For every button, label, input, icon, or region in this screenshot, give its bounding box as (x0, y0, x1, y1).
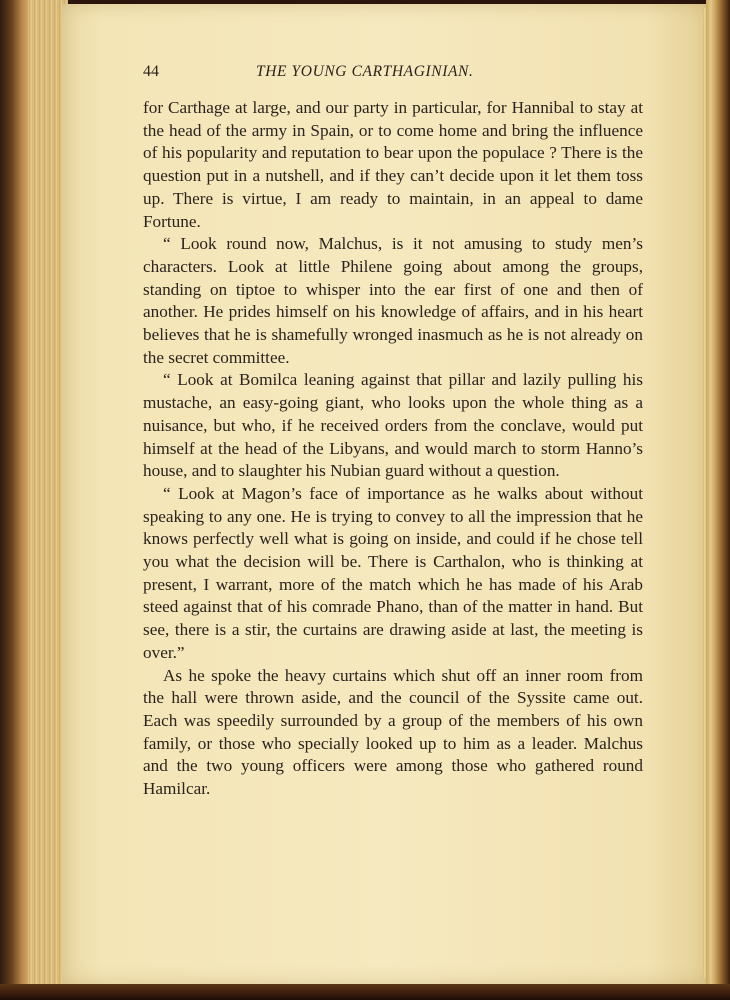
book-bottom-edge (0, 984, 730, 1000)
paragraph-3: “ Look at Bomilca leaning against that pillar and lazily pulling his mustache, an easy-going giant, who looks upon the whole thing as a nuisance, but who, if he received orders from the conclave, would put himself at the head of the Libyans, and would march to storm Hanno’s house, and to slaughter his Nubian guard without a question. (143, 370, 643, 481)
paragraph-5: As he spoke the heavy curtains which shut off an inner room from the hall were thrown aside, and the council of the Syssite came out. Each was speedily surrounded by a group of the members of his own family, or those who specially looked up to him as a leader. Malchus and the two young officers were among those who gathered round Hamilcar. (143, 665, 643, 799)
paragraph-4: “ Look at Magon’s face of importance as he walks about without speaking to any one. He is trying to convey to all the impression that he knows perfectly well what is going on inside, and could if he chose tell you what the decision will be. There is Carthalon, who is thinking at present, I warrant, more of the match which he has made of his Arab steed against that of his comrade Phano, than of the matter in hand. But see, there is a stir, the curtains are drawing aside at last, the meeting is over.” (143, 483, 643, 662)
body-text (143, 97, 643, 801)
paragraph-2: “ Look round now, Malchus, is it not amusing to study men’s characters. Look at little Philene going about among the groups, standing on tiptoe to whisper into the ear first of one and then of another. He prides himself on his knowledge of affairs, and in his heart believes that he is shamefully wronged inasmuch as he is not already on the secret committee. (143, 234, 643, 367)
running-head: THE YOUNG CARTHAGINIAN. (256, 63, 474, 80)
page-header (143, 60, 643, 86)
book-cover-right-edge (706, 0, 730, 1000)
page-number: 44 (143, 63, 159, 80)
paragraph-1: for Carthage at large, and our party in particular, for Hannibal to stay at the head of the army in Spain, or to come home and bring the influence of his popularity and reputation to bear upon the populace ? There is the question put in a nutshell, and if they can’t decide upon it let them toss up. There is virtue, I am ready to maintain, in an appeal to dame Fortune. (143, 98, 643, 231)
